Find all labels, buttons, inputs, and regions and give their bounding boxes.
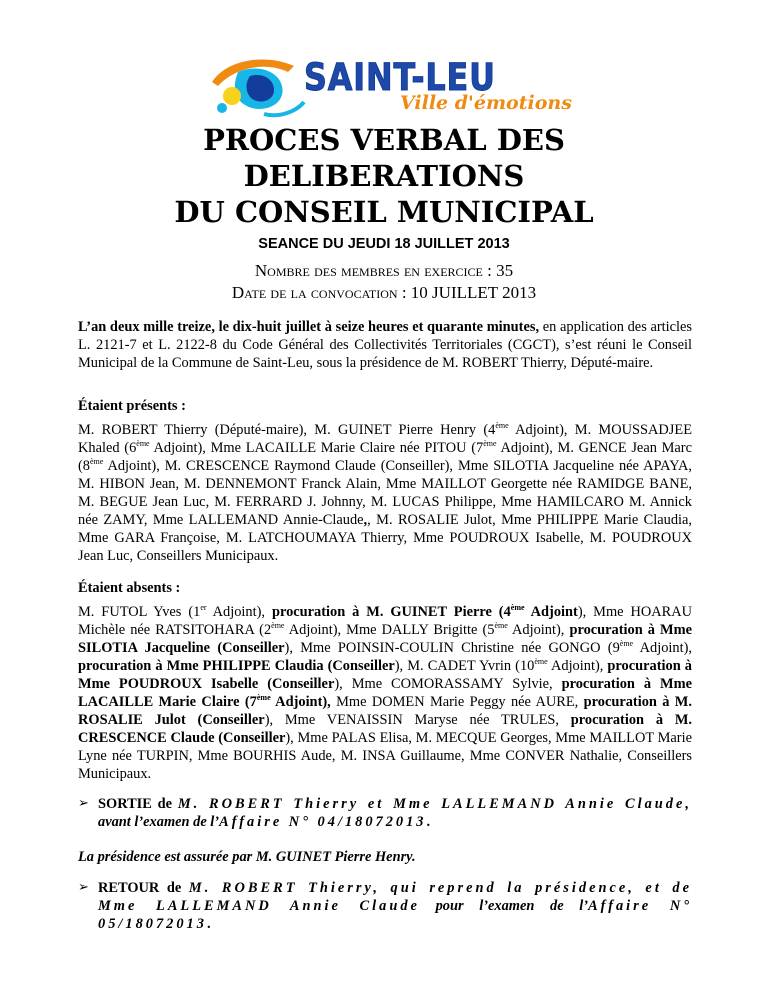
members-count: Nombre des membres en exercice : 35 xyxy=(254,261,514,280)
seance-heading: SEANCE DU JEUDI 18 JUILLET 2013 xyxy=(258,236,510,252)
document-title xyxy=(0,122,768,230)
retour-text: RETOUR de M. ROBERT Thierry, qui reprend la présidence, et de Mme LALLEMAND Annie Claude pour l’examen de l’Affaire N° 05/18072013. xyxy=(98,880,692,932)
title-line-1: PROCES VERBAL DES xyxy=(203,123,565,157)
retour-item xyxy=(78,879,692,933)
presents-list: M. ROBERT Thierry (Député-maire), M. GUINET Pierre Henry (4ème Adjoint), M. MOUSSADJEE Khaled (6ème Adjoint), Mme LACAILLE Marie Claire née PITOU (7ème Adjoint), M. GENCE Jean Marc (8ème Adjoint), M. CRESCENCE Raymond Claude (Conseiller), Mme SILOTIA Jacqueline née APAYA, M. HIBON Jean, M. DENNEMONT Franck Alain, Mme MAILLOT Georgette née RAMIDGE BANE, M. BEGUE Jean Luc, M. FERRARD J. Johnny, M. LUCAS Philippe, Mme HAMILCARO M. Annick née ZAMY, Mme LALLEMAND Annie-Claude,, M. ROSALIE Julot, Mme PHILIPPE Marie Claudia, Mme GARA Françoise, M. LATCHOUMAYA Thierry, Mme POUDROUX Isabelle, M. POUDROUX Jean Luc, Conseillers Municipaux. xyxy=(78,421,692,564)
presents-heading: Étaient présents : xyxy=(78,398,186,414)
arrow-bullet-icon: ➢ xyxy=(78,796,89,811)
logo-wordmark: SAINT-LEU xyxy=(304,56,496,99)
convocation-date: Date de la convocation : 10 JUILLET 2013 xyxy=(231,283,537,302)
saint-leu-logo xyxy=(208,52,572,124)
sortie-item xyxy=(78,795,692,831)
island-logo-icon xyxy=(208,52,308,122)
absents-list: M. FUTOL Yves (1er Adjoint), procuration à M. GUINET Pierre (4ème Adjoint), Mme HOARAU Michèle née RATSITOHARA (2ème Adjoint), Mme DALLY Brigitte (5ème Adjoint), procuration à Mme SILOTIA Jacqueline (Conseiller), Mme POINSIN-COULIN Christine née GONGO (9ème Adjoint), procuration à Mme PHILIPPE Claudia (Conseiller), M. CADET Yvrin (10ème Adjoint), procuration à Mme POUDROUX Isabelle (Conseiller), Mme COMORASSAMY Sylvie, procuration à Mme LACAILLE Marie Claire (7ème Adjoint), Mme DOMEN Marie Peggy née AURE, procuration à M. ROSALIE Julot (Conseiller), Mme VENAISSIN Maryse née TRULES, procuration à M. CRESCENCE Claude (Conseiller), Mme PALAS Elisa, M. MECQUE Georges, Mme MAILLOT Marie Lyne née TURPIN, Mme BOURHIS Aude, M. INSA Guillaume, Mme CONVER Nathalie, Conseillers Municipaux. xyxy=(78,603,693,782)
title-line-2: DELIBERATIONS xyxy=(243,159,525,193)
sortie-text: SORTIE de M. ROBERT Thierry et Mme LALLEMAND Annie Claude, avant l’examen de l’Affaire N° 04/18072013. xyxy=(98,796,692,830)
title-line-3: DU CONSEIL MUNICIPAL xyxy=(174,195,594,229)
meeting-meta xyxy=(0,260,768,304)
arrow-bullet-icon: ➢ xyxy=(78,880,89,895)
intro-paragraph: L’an deux mille treize, le dix-huit juillet à seize heures et quarante minutes, en application des articles L. 2121-7 et L. 2122-8 du Code Général des Collectivités Territoriales (CGCT), s’est réuni le Conseil Municipal de la Commune de Saint-Leu, sous la présidence de M. ROBERT Thierry, Député-maire. xyxy=(78,319,693,371)
presidence-note: La présidence est assurée par M. GUINET Pierre Henry. xyxy=(78,849,416,865)
absents-heading: Étaient absents : xyxy=(78,580,181,596)
logo-tagline: Ville d'émotions xyxy=(400,92,572,114)
